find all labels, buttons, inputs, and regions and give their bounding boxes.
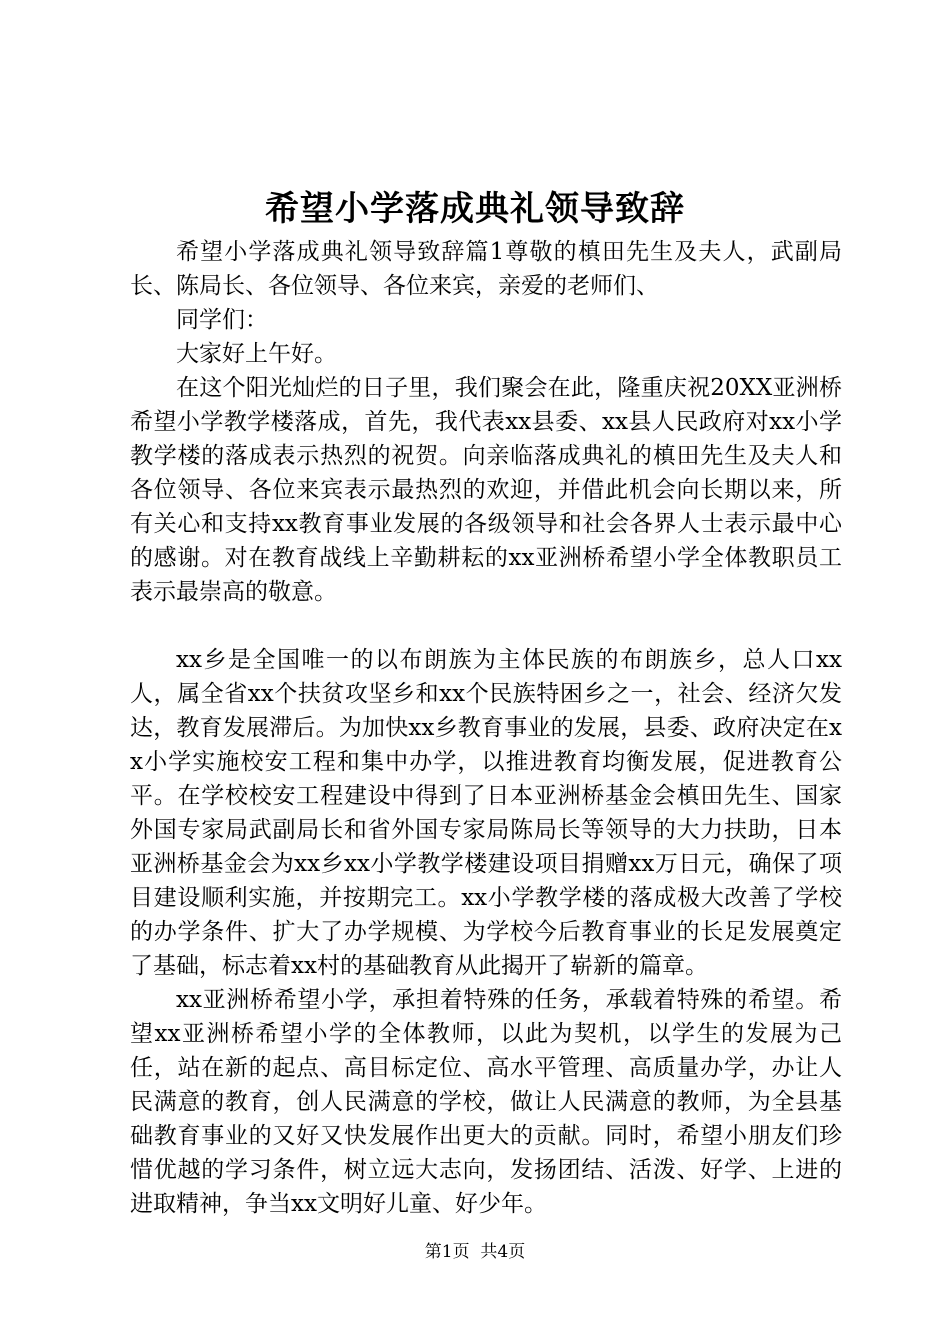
page-total: 共4页 xyxy=(480,1242,526,1262)
paragraph-greeting: 希望小学落成典礼领导致辞篇1尊敬的槙田先生及夫人，武副局长、陈局长、各位领导、各位来宾，亲爱的老师们、 xyxy=(130,239,842,299)
page-footer xyxy=(0,1240,950,1264)
paragraph-students: 同学们： xyxy=(176,307,268,333)
document-title: 希望小学落成典礼领导致辞 xyxy=(265,189,685,229)
page-number: 第1页 xyxy=(424,1242,470,1262)
paragraph-good-morning: 大家好上午好。 xyxy=(176,341,337,367)
paragraph-township-background: xx乡是全国唯一的以布朗族为主体民族的布朗族乡，总人口xx人，属全省xx个扶贫攻坚乡和xx个民族特困乡之一，社会、经济欠发达，教育发展滞后。为加快xx乡教育事业的发展，县委、政府决定在xx小学实施校安工程和集中办学，以推进教育均衡发展，促进教育公平。在学校校安工程建设中得到了日本亚洲桥基金会槙田先生、国家外国专家局武副局长和省外国专家局陈局长等领导的大力扶助，日本亚洲桥基金会为xx乡xx小学教学楼建设项目捐赠xx万日元，确保了项目建设顺利实施，并按期完工。xx小学教学楼的落成极大改善了学校的办学条件、扩大了办学规模、为学校今后教育事业的长足发展奠定了基础，标志着xx村的基础教育从此揭开了崭新的篇章。 xyxy=(130,647,842,979)
document-body xyxy=(130,235,842,1221)
paragraph-congratulations: 在这个阳光灿烂的日子里，我们聚会在此，隆重庆祝20XX亚洲桥希望小学教学楼落成，首先，我代表xx县委、xx县人民政府对xx小学教学楼的落成表示热烈的祝贺。向亲临落成典礼的槙田先生及夫人和各位领导、各位来宾表示最热烈的欢迎，并借此机会向长期以来，所有关心和支持xx教育事业发展的各级领导和社会各界人士表示最中心的感谢。对在教育战线上辛勤耕耘的xx亚洲桥希望小学全体教职员工表示最崇高的敬意。 xyxy=(130,375,842,605)
paragraph-hopes: xx亚洲桥希望小学，承担着特殊的任务，承载着特殊的希望。希望xx亚洲桥希望小学的全体教师，以此为契机，以学生的发展为己任，站在新的起点、高目标定位、高水平管理、高质量办学，办让人民满意的教育，创人民满意的学校，做让人民满意的教师，为全县基础教育事业的又好又快发展作出更大的贡献。同时，希望小朋友们珍惜优越的学习条件，树立远大志向，发扬团结、活泼、好学、上进的进取精神，争当xx文明好儿童、好少年。 xyxy=(130,987,842,1217)
